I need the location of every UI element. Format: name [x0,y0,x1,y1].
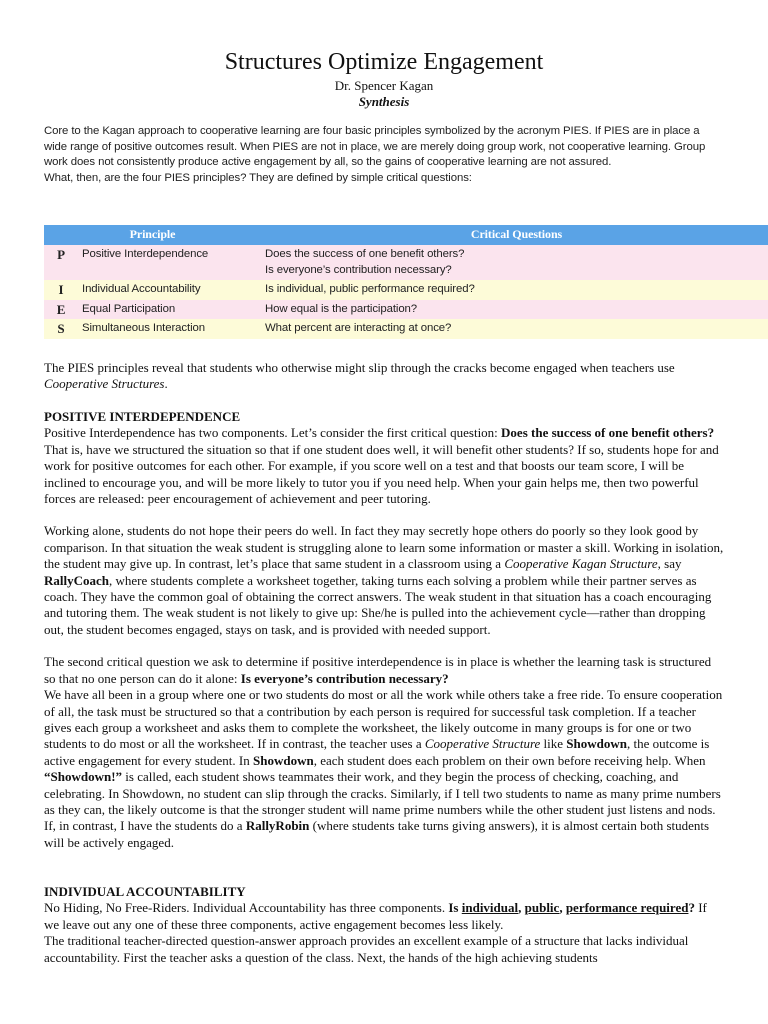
page-title: Structures Optimize Engagement [224,49,544,75]
question: Is everyone’s contribution necessary? [265,263,452,276]
paragraph: The traditional teacher-directed question-answer approach provides an excellent example of a structure that lacks individual accountability. First the teacher asks a question of the class. Next, the hands of the high achieving students [44,933,689,965]
paragraph: The second critical question we ask to determine if positive interdependence is in place is whether the learning task is structured so that no one person can do it alone: Is everyone’s contribution necessary? [44,654,712,686]
positive-interdependence-section [44,409,724,851]
paragraph: Positive Interdependence has two components. Let’s consider the first critical question: Does the success of one benefit others? That is, have we structured the situation so that if one student does well, it will benefit other students? If so, students hope for and work for positive outcomes for each other. For example, if you score well on a test and that boosts our team score, I will be inclined to encourage you, and will be more likely to tutor you if you need help. When your gain helps me, then two powerful forces are released: peer encouragement of achievement and peer tutoring. [44,425,719,507]
principle-name: Equal Participation [78,300,261,320]
table-row [44,319,768,339]
critical-questions: Is individual, public performance required? [261,280,768,300]
intro-paragraph: Core to the Kagan approach to cooperative learning are four basic principles symbolized by the acronym PIES. If PIES are in place a wide range of positive outcomes result. When PIES are not in place, we are merely doing group work, not cooperative learning. Group work does not consistently produce active engagement by all, so the gains of cooperative learning are not assured. [44,125,706,169]
section-heading: POSITIVE INTERDEPENDENCE [44,409,241,424]
principle-name: Simultaneous Interaction [78,319,261,339]
intro-question: What, then, are the four PIES principles? They are defined by simple critical questions: [44,171,472,184]
intro-section [44,124,724,186]
critical-questions: How equal is the participation? [261,300,768,320]
pies-letter: I [44,280,78,300]
table-row [44,245,768,280]
pies-table [44,225,768,339]
individual-accountability-section [44,884,724,966]
column-header-questions: Critical Questions [261,225,768,245]
paragraph: We have all been in a group where one or two students do most or all the work while others take a free ride. To ensure cooperation of all, the task must be structured so that a contribution by each person is required for successful task completion. If a teacher gives each group a worksheet and asks them to complete the worksheet, the likely outcome in many groups is for one or two students to do most or all the worksheet. If in contrast, the teacher uses a Cooperative Structure like Showdown, the outcome is active engagement for every student. In Showdown, each student does each problem on their own before receiving help. When “Showdown!” is called, each student shows teammates their work, and they begin the process of checking, coaching, and celebrating. In Showdown, no student can slip through the cracks. Similarly, if I tell two students to name as many prime numbers as they can, the likely outcome is that the stronger student will name prime numbers while the other student just listens and nods. If, in contrast, I have the students do a RallyRobin (where students take turns giving answers), it is almost certain both students will be actively engaged. [44,687,723,850]
paragraph: Working alone, students do not hope their peers do well. In fact they may secretly hope others do poorly so they look good by comparison. In that situation the weak student is struggling alone to learn some information or master a skill. Working in isolation, the student may give up. In contrast, let’s place that same student in a classroom using a Cooperative Kagan Structure, say RallyCoach, where students complete a worksheet together, taking turns each solving a problem while their partner serves as coach. They have the common goal of obtaining the correct answers. The weak student in that situation has a coach encouraging and tutoring them. The weak student is not likely to give up: She/he is pulled into the achievement cycle—rather than dropping out, the student becomes engaged, stays on task, and is provided with needed support. [44,523,724,637]
summary-paragraph: The PIES principles reveal that students who otherwise might slip through the cracks become engaged when teachers use Cooperative Structures. [44,360,675,392]
paragraph: No Hiding, No Free-Riders. Individual Accountability has three components. Is individual, public, performance required? If we leave out any one of these three components, active engagement becomes less likely. [44,900,707,932]
subtitle: Synthesis [358,94,410,109]
pies-letter: S [44,319,78,339]
principle-name: Individual Accountability [78,280,261,300]
author-line: Dr. Spencer Kagan [334,78,434,93]
section-heading: INDIVIDUAL ACCOUNTABILITY [44,884,246,899]
pies-letter: E [44,300,78,320]
question: Does the success of one benefit others? [265,248,465,260]
table-row [44,300,768,320]
pies-summary [44,360,724,393]
critical-questions [261,245,768,280]
principle-name: Positive Interdependence [78,245,261,280]
column-header-principle: Principle [44,225,261,245]
table-header-row [44,225,768,245]
table-row [44,280,768,300]
critical-questions: What percent are interacting at once? [261,319,768,339]
pies-letter: P [44,245,78,280]
